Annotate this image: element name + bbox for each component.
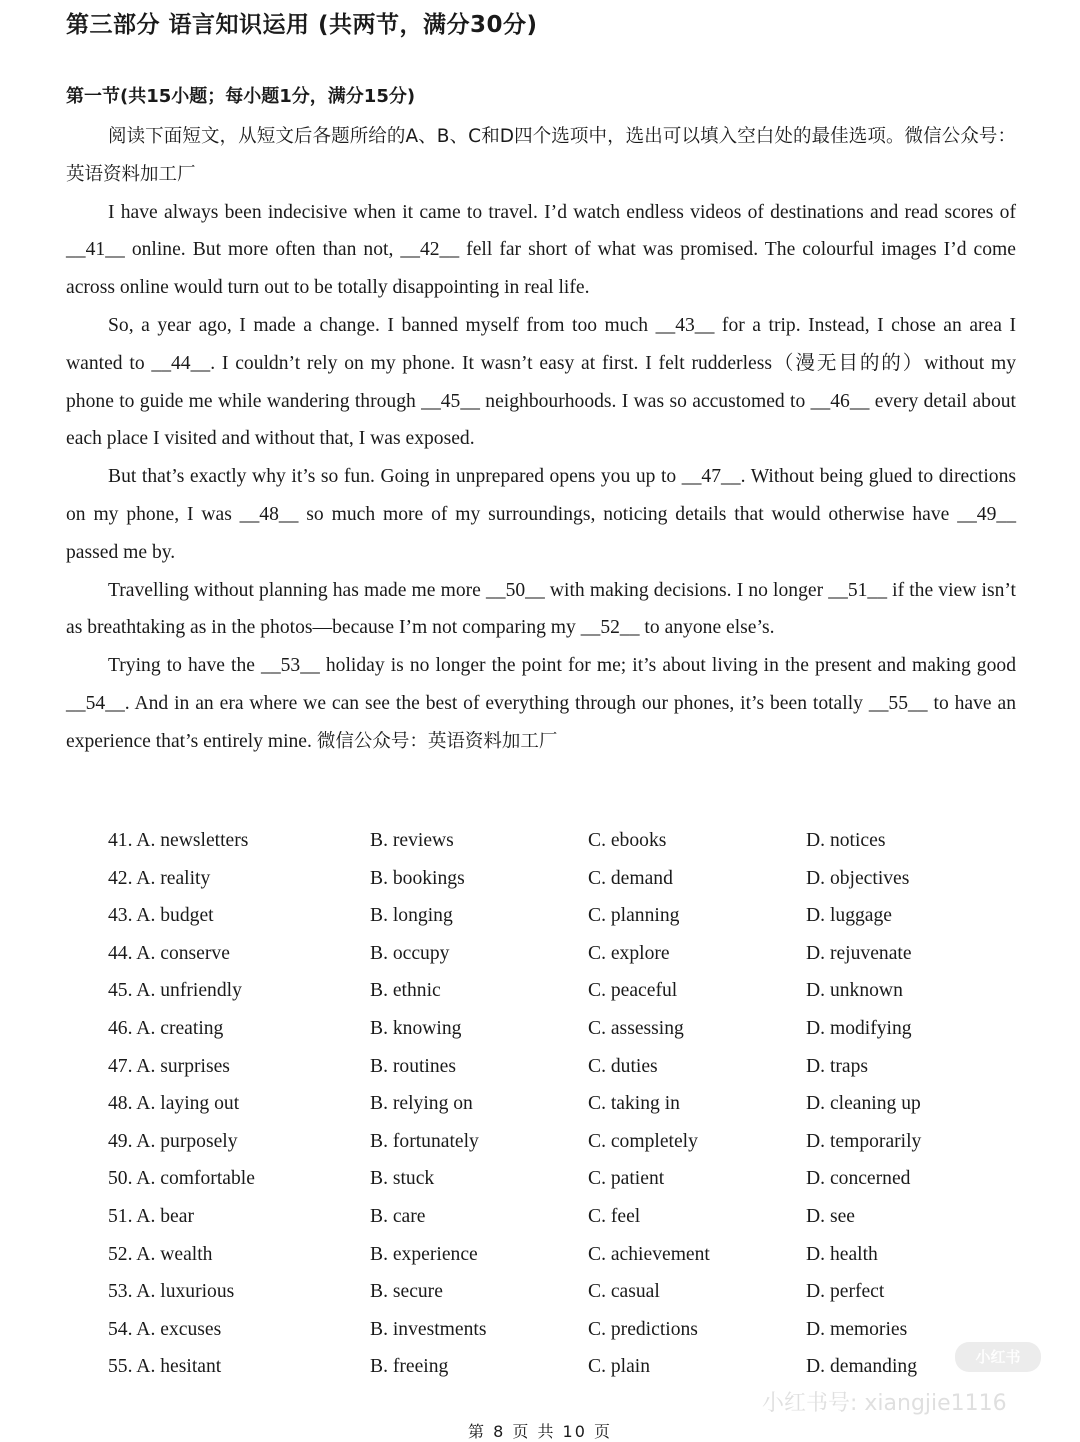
paragraph-5-text: Trying to have the __53__ holiday is no longer the point for me; it’s about living in the present and making good __54__. And in an era where we can see the best of everything through our phones, it’s been totally __55__ to have an experience that’s entirely mine. bbox=[66, 655, 1016, 752]
passage-paragraph-5 bbox=[66, 647, 1016, 760]
option-a: 41. A. newsletters bbox=[108, 830, 249, 851]
passage-paragraph-2: So, a year ago, I made a change. I banned myself from too much __43__ for a trip. Instead, I chose an area I wanted to __44__. I couldn’t rely on my phone. It wasn’t easy at first. I felt rudderless（漫无目的的）without my phone to guide me while wandering through __45__ neighbourhoods. I was so accustomed to __46__ every detail about each place I visited and without that, I was exposed. bbox=[66, 314, 1016, 450]
option-a: 43. A. budget bbox=[108, 905, 214, 927]
question-row bbox=[108, 1123, 1008, 1161]
option-c: C. feel bbox=[588, 1205, 641, 1227]
option-b: B. care bbox=[370, 1205, 426, 1227]
option-c: C. peaceful bbox=[588, 980, 678, 1002]
option-c: C. ebooks bbox=[588, 830, 667, 851]
option-d: D. demanding bbox=[806, 1356, 918, 1378]
option-d: D. concerned bbox=[806, 1168, 911, 1190]
option-a: 55. A. hesitant bbox=[108, 1356, 222, 1378]
option-a: 52. A. wealth bbox=[108, 1243, 213, 1265]
question-row bbox=[108, 1010, 1008, 1048]
option-a: 54. A. excuses bbox=[108, 1318, 222, 1340]
option-d: D. objectives bbox=[806, 867, 910, 889]
option-a: 50. A. comfortable bbox=[108, 1168, 255, 1190]
option-d: D. health bbox=[806, 1243, 878, 1265]
question-row bbox=[108, 1273, 1008, 1311]
option-a: 45. A. unfriendly bbox=[108, 980, 242, 1002]
option-b: B. routines bbox=[370, 1055, 456, 1077]
question-row bbox=[108, 1236, 1008, 1274]
option-c: C. duties bbox=[588, 1055, 658, 1077]
option-d: D. see bbox=[806, 1205, 855, 1227]
section-title: 第一节(共15小题；每小题1分，满分15分) bbox=[66, 86, 416, 107]
option-b: B. experience bbox=[370, 1243, 478, 1265]
option-d: D. cleaning up bbox=[806, 1093, 921, 1115]
option-d: D. rejuvenate bbox=[806, 942, 912, 964]
page-number: 第 8 页 共 10 页 bbox=[468, 1422, 612, 1441]
part-title: 第三部分 语言知识运用 (共两节，满分30分) bbox=[66, 12, 538, 38]
option-a: 46. A. creating bbox=[108, 1017, 224, 1039]
option-c: C. completely bbox=[588, 1130, 698, 1152]
option-b: B. occupy bbox=[370, 942, 450, 964]
cloze-passage bbox=[66, 118, 1016, 761]
question-row bbox=[108, 1048, 1008, 1086]
option-d: D. traps bbox=[806, 1055, 869, 1077]
option-b: B. investments bbox=[370, 1318, 487, 1340]
passage-paragraph-1: I have always been indecisive when it came to travel. I’d watch endless videos of destinations and read scores of __41__ online. But more often than not, __42__ fell far short of what was promised. The colourful images I’d come across online would turn out to be totally disappointing in real life. bbox=[66, 201, 1016, 299]
wechat-note: 微信公众号：英语资料加工厂 bbox=[316, 730, 558, 752]
passage-paragraph-3: But that’s exactly why it’s so fun. Going in unprepared opens you up to __47__. Without being glued to directions on my phone, I was __48__ so much more of my surroundings, noticing details that would otherwise have __49__ passed me by. bbox=[66, 466, 1016, 563]
option-c: C. predictions bbox=[588, 1318, 698, 1340]
option-c: C. achievement bbox=[588, 1243, 710, 1265]
option-a: 49. A. purposely bbox=[108, 1130, 238, 1152]
question-row bbox=[108, 1085, 1008, 1123]
option-a: 47. A. surprises bbox=[108, 1055, 230, 1077]
option-b: B. relying on bbox=[370, 1093, 473, 1115]
option-c: C. taking in bbox=[588, 1093, 680, 1115]
option-a: 42. A. reality bbox=[108, 867, 211, 889]
question-row bbox=[108, 1160, 1008, 1198]
instruction-text: 阅读下面短文，从短文后各题所给的A、B、C和D四个选项中，选出可以填入空白处的最佳选项。微信公众号：英语资料加工厂 bbox=[66, 126, 1016, 185]
question-row bbox=[108, 1311, 1008, 1349]
option-b: B. secure bbox=[370, 1281, 443, 1303]
option-b: B. fortunately bbox=[370, 1130, 479, 1152]
option-d: D. unknown bbox=[806, 980, 903, 1002]
option-c: C. demand bbox=[588, 867, 673, 889]
question-row bbox=[108, 897, 1008, 935]
option-c: C. plain bbox=[588, 1356, 651, 1378]
option-d: D. memories bbox=[806, 1318, 908, 1340]
xiaohongshu-logo: 小红书 bbox=[955, 1342, 1041, 1372]
option-d: D. notices bbox=[806, 830, 886, 851]
option-b: B. stuck bbox=[370, 1168, 435, 1190]
option-c: C. assessing bbox=[588, 1017, 684, 1039]
option-c: C. planning bbox=[588, 905, 680, 927]
option-b: B. knowing bbox=[370, 1017, 462, 1039]
option-b: B. longing bbox=[370, 905, 453, 927]
watermark-user-id: 小红书号: xiangjie1116 bbox=[762, 1391, 1007, 1416]
option-c: C. patient bbox=[588, 1168, 665, 1190]
option-d: D. luggage bbox=[806, 905, 892, 927]
question-row bbox=[108, 822, 1008, 860]
question-row bbox=[108, 972, 1008, 1010]
option-a: 51. A. bear bbox=[108, 1205, 194, 1227]
question-row bbox=[108, 935, 1008, 973]
question-row bbox=[108, 1348, 1008, 1386]
question-row bbox=[108, 1198, 1008, 1236]
option-d: D. perfect bbox=[806, 1281, 885, 1303]
option-b: B. reviews bbox=[370, 830, 454, 851]
option-b: B. bookings bbox=[370, 867, 465, 889]
option-b: B. ethnic bbox=[370, 980, 441, 1002]
option-a: 44. A. conserve bbox=[108, 942, 230, 964]
option-b: B. freeing bbox=[370, 1356, 449, 1378]
option-c: C. casual bbox=[588, 1281, 660, 1303]
option-d: D. modifying bbox=[806, 1017, 912, 1039]
question-row bbox=[108, 860, 1008, 898]
option-c: C. explore bbox=[588, 942, 670, 964]
answer-options bbox=[108, 822, 1008, 1386]
option-a: 53. A. luxurious bbox=[108, 1281, 235, 1303]
option-a: 48. A. laying out bbox=[108, 1093, 240, 1115]
option-d: D. temporarily bbox=[806, 1130, 922, 1152]
passage-paragraph-4: Travelling without planning has made me more __50__ with making decisions. I no longer __51__ if the view isn’t as breathtaking as in the photos—because I’m not comparing my __52__ to anyone else’s. bbox=[66, 579, 1016, 639]
